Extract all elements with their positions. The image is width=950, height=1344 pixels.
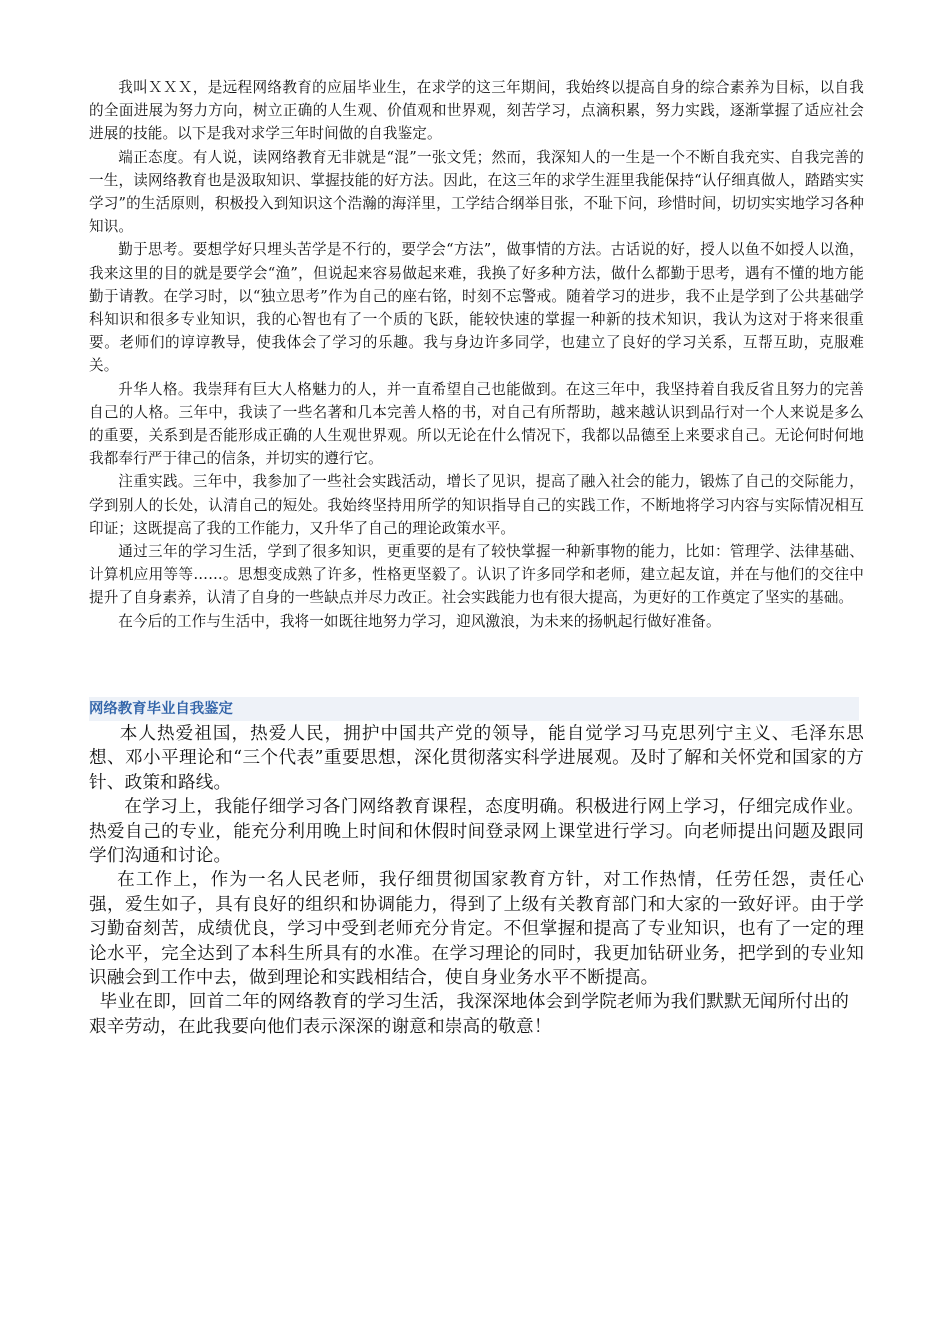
section-heading: 网络教育毕业自我鉴定: [89, 697, 859, 721]
paragraph-thanks: 毕业在即，回首二年的网络教育的学习生活，我深深地体会到学院老师为我们默默无闻所付出的艰辛劳动，在此我要向他们表示深深的谢意和崇高的敬意！: [89, 992, 849, 1037]
paragraph-future: 在今后的工作与生活中，我将一如既往地努力学习，迎风激浪，为未来的扬帆起行做好准备。: [118, 612, 721, 630]
paragraph-summary: 通过三年的学习生活，学到了很多知识，更重要的是有了较快掌握一种新事物的能力，比如：管理学、法律基础、计算机应用等等……。思想变成熟了许多，性格更坚毅了。认识了许多同学和老师，建立起友谊，并在与他们的交往中提升了自身素养，认清了自身的一些缺点并尽力改正。社会实践能力也有很大提高，为更好的工作奠定了坚实的基础。: [89, 543, 864, 607]
paragraph-attitude: 端正态度。有人说，读网络教育无非就是“混”一张文凭；然而，我深知人的一生是一个不断自我充实、自我完善的一生，读网络教育也是汲取知识、掌握技能的好方法。因此，在这三年的求学生涯里我能保持“认仔细真做人，踏踏实实学习”的生活原则，积极投入到知识这个浩瀚的海洋里，工学结合纲举目张，不耻下问，珍惜时间，切切实实地学习各种知识。: [89, 148, 864, 236]
paragraph-character: 升华人格。我崇拜有巨大人格魅力的人，并一直希望自己也能做到。在这三年中，我坚持着自我反省且努力的完善自己的人格。三年中，我读了一些名著和几本完善人格的书，对自己有所帮助，越来越认识到品行对一个人来说是多么的重要，关系到是否能形成正确的人生观世界观。所以无论在什么情况下，我都以品德至上来要求自己。无论何时何地我都奉行严于律己的信条，并切实的遵行它。: [89, 380, 864, 468]
paragraph-practice: 注重实践。三年中，我参加了一些社会实践活动，增长了见识，提高了融入社会的能力，锻炼了自己的交际能力，学到别人的长处，认清自己的短处。我始终坚持用所学的知识指导自己的实践工作，不断地将学习内容与实际情况相互印证；这既提高了我的工作能力，又升华了自己的理论政策水平。: [89, 473, 864, 537]
paragraph-intro: 我叫ＸＸＸ，是远程网络教育的应届毕业生，在求学的这三年期间，我始终以提高自身的综合素养为目标，以自我的全面进展为努力方向，树立正确的人生观、价值观和世界观，刻苦学习，点滴积累，努力实践，逐渐掌握了适应社会进展的技能。以下是我对求学三年时间做的自我鉴定。: [89, 79, 864, 143]
paragraph-study: 在学习上，我能仔细学习各门网络教育课程，态度明确。积极进行网上学习，仔细完成作业。热爱自己的专业，能充分利用晚上时间和休假时间登录网上课堂进行学习。向老师提出问题及跟同学们沟通和讨论。: [89, 797, 864, 867]
paragraph-thinking: 勤于思考。要想学好只埋头苦学是不行的，要学会“方法”，做事情的方法。古话说的好，授人以鱼不如授人以渔，我来这里的目的就是要学会“渔”，但说起来容易做起来难，我换了好多种方法，做什么都勤于思考，遇有不懂的地方能勤于请教。在学习时，以“独立思考”作为自己的座右铭，时刻不忘警戒。随着学习的进步，我不止是学到了公共基础学科知识和很多专业知识，我的心智也有了一个质的飞跃，能较快速的掌握一种新的技术知识，我认为这对于将来很重要。老师们的谆谆教导，使我体会了学习的乐趣。我与身边许多同学，也建立了良好的学习关系，互帮互助，克服难关。: [89, 241, 864, 375]
self-assessment-section: [89, 76, 864, 633]
paragraph-politics: 本人热爱祖国，热爱人民，拥护中国共产党的领导，能自觉学习马克思列宁主义、毛泽东思想、邓小平理论和“三个代表”重要思想，深化贯彻落实科学进展观。及时了解和关怀党和国家的方针、政策和路线。: [89, 724, 864, 793]
paragraph-work: 在工作上，作为一名人民老师，我仔细贯彻国家教育方针，对工作热情，任劳任怨，责任心强，爱生如子，具有良好的组织和协调能力，得到了上级有关教育部门和大家的一致好评。由于学习勤奋刻苦，成绩优良，学习中受到老师充分肯定。不但掌握和提高了专业知识，也有了一定的理论水平，完全达到了本科生所具有的水准。在学习理论的同时，我更加钻研业务，把学到的专业知识融会到工作中去，做到理论和实践相结合，使自身业务水平不断提高。: [89, 870, 864, 989]
graduation-assessment-section: [89, 722, 864, 1039]
